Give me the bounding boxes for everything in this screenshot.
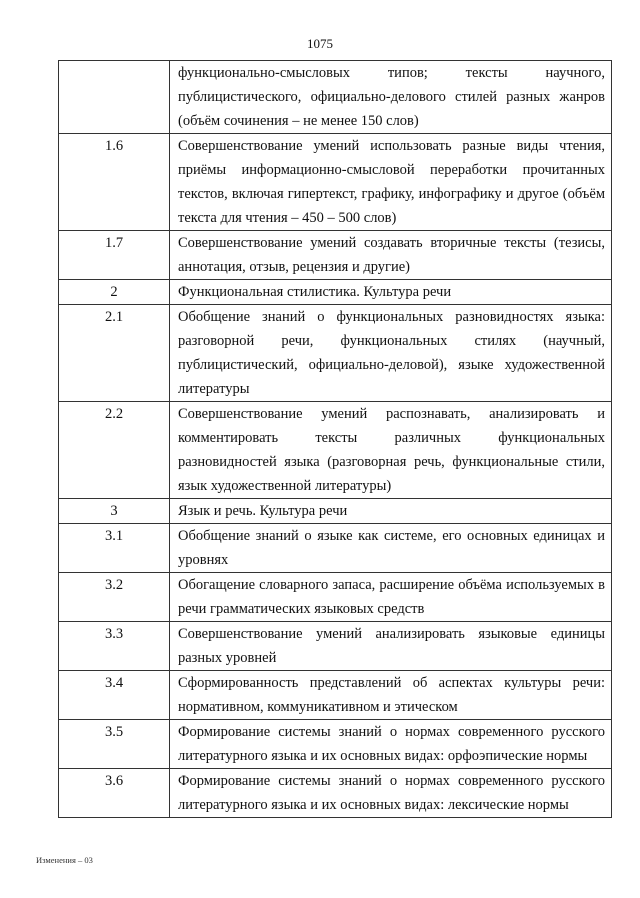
row-number: 1.6 — [59, 134, 170, 231]
row-number: 3.1 — [59, 524, 170, 573]
row-number: 3.5 — [59, 720, 170, 769]
row-text: Сформированность представлений об аспектах культуры речи: нормативном, коммуникативном и этическом — [170, 671, 612, 720]
table-row — [59, 61, 612, 134]
row-number — [59, 61, 170, 134]
row-number: 1.7 — [59, 231, 170, 280]
page-number: 1075 — [307, 36, 333, 51]
row-text: Совершенствование умений создавать вторичные тексты (тезисы, аннотация, отзыв, рецензия и другие) — [170, 231, 612, 280]
row-number: 3.2 — [59, 573, 170, 622]
row-number: 3.6 — [59, 769, 170, 818]
row-number: 3.4 — [59, 671, 170, 720]
row-number: 2.2 — [59, 402, 170, 499]
row-number: 3 — [59, 499, 170, 524]
row-number: 2.1 — [59, 305, 170, 402]
row-text: Формирование системы знаний о нормах современного русского литературного языка и их основных видах: орфоэпические нормы — [170, 720, 612, 769]
table-row — [59, 231, 612, 280]
table-row — [59, 769, 612, 818]
row-text: Формирование системы знаний о нормах современного русского литературного языка и их основных видах: лексические нормы — [170, 769, 612, 818]
row-text: Обобщение знаний о языке как системе, его основных единицах и уровнях — [170, 524, 612, 573]
table-row — [59, 720, 612, 769]
row-number: 2 — [59, 280, 170, 305]
row-text: Обогащение словарного запаса, расширение объёма используемых в речи грамматических языковых средств — [170, 573, 612, 622]
row-text: Совершенствование умений распознавать, анализировать и комментировать тексты различных функциональных разновидностей языка (разговорная речь, функциональные стили, язык художественной литературы) — [170, 402, 612, 499]
table-row — [59, 402, 612, 499]
table-row — [59, 573, 612, 622]
table-row — [59, 499, 612, 524]
row-text: Язык и речь. Культура речи — [170, 499, 612, 524]
row-text: Совершенствование умений использовать разные виды чтения, приёмы информационно-смысловой переработки прочитанных текстов, включая гипертекст, графику, инфографику и другое (объём текста для чтения – 450 – 500 слов) — [170, 134, 612, 231]
table-row — [59, 305, 612, 402]
table-row — [59, 622, 612, 671]
table-row — [59, 524, 612, 573]
curriculum-table — [58, 60, 612, 818]
row-text: Обобщение знаний о функциональных разновидностях языка: разговорной речи, функциональных стилях (научный, публицистический, официально-деловой), языке художественной литературы — [170, 305, 612, 402]
row-text: Совершенствование умений анализировать языковые единицы разных уровней — [170, 622, 612, 671]
table-row — [59, 671, 612, 720]
row-number: 3.3 — [59, 622, 170, 671]
row-text: функционально-смысловых типов; тексты научного, публицистического, официально-делового стилей разных жанров (объём сочинения – не менее 150 слов) — [170, 61, 612, 134]
table-row — [59, 134, 612, 231]
table-row — [59, 280, 612, 305]
row-text: Функциональная стилистика. Культура речи — [170, 280, 612, 305]
footer-revision-note: Изменения – 03 — [36, 855, 93, 865]
